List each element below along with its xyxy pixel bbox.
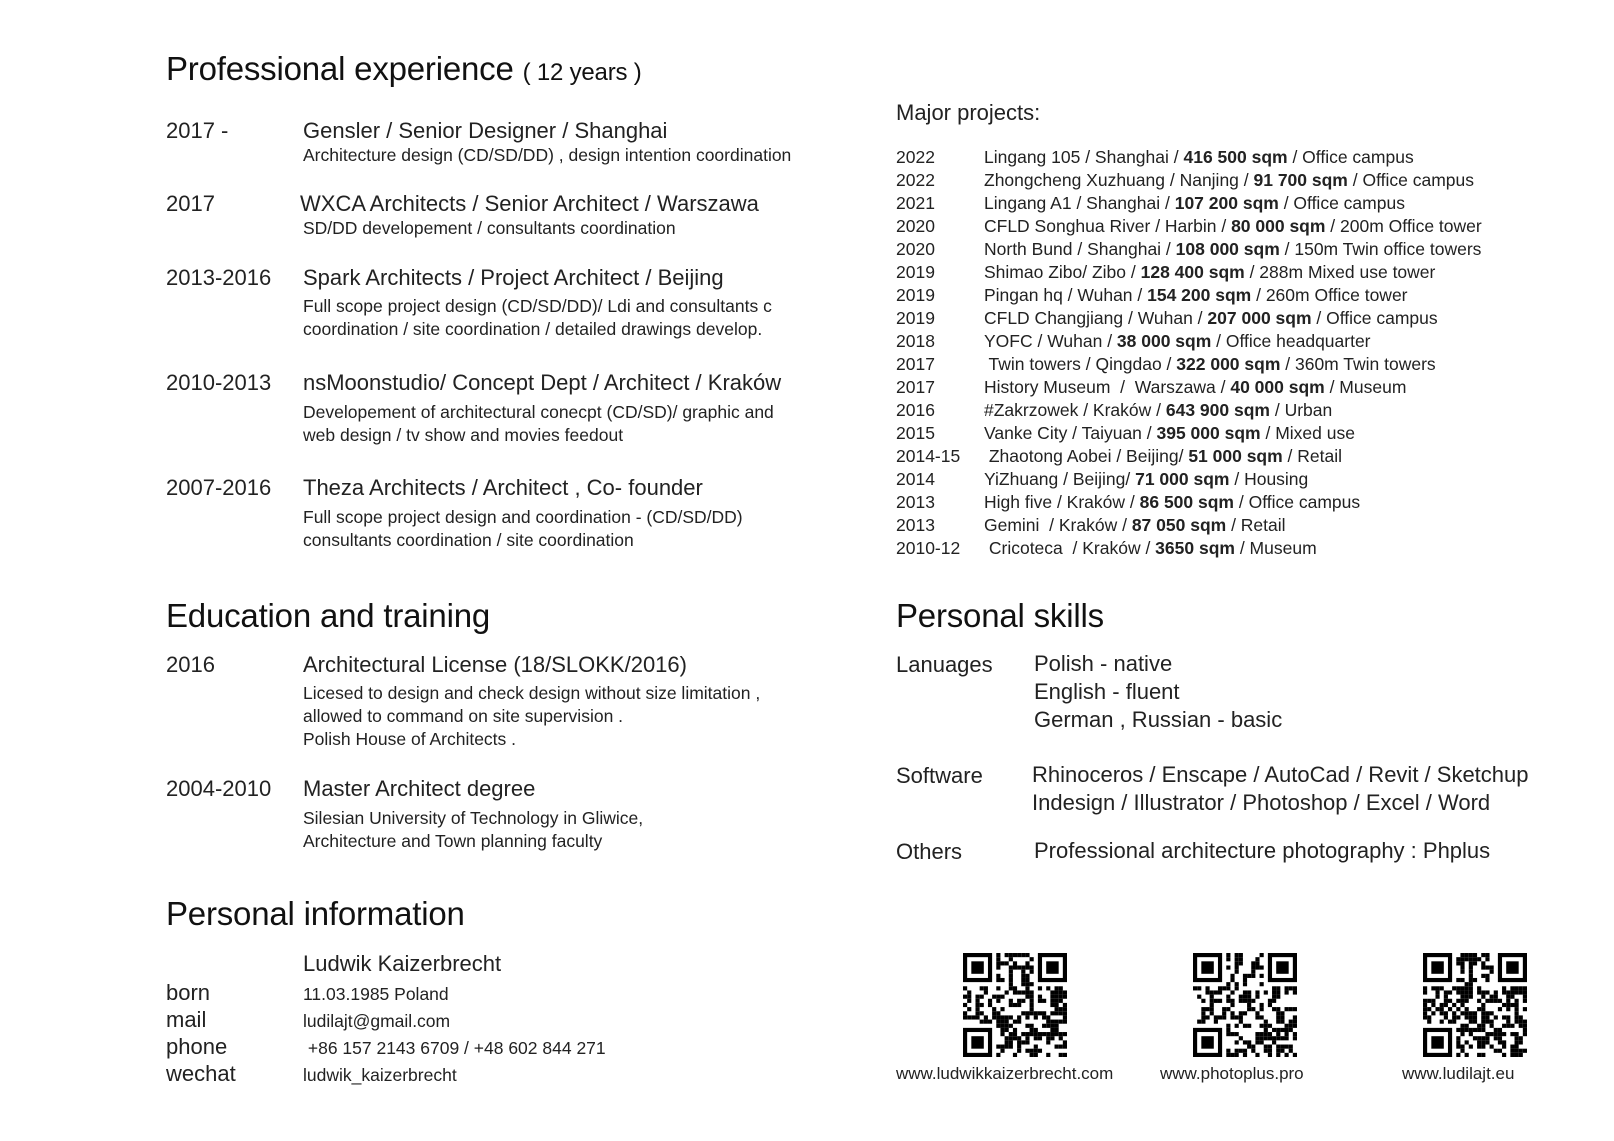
project-name: Lingang 105 / Shanghai / [984, 147, 1184, 167]
languages-label: Lanuages [896, 652, 993, 677]
project-type: / Office campus [1311, 308, 1438, 328]
entry-desc: web design / tv show and movies feedout [303, 425, 624, 445]
project-area: 38 000 sqm [1116, 331, 1212, 351]
project-row [896, 353, 1436, 376]
project-row [896, 284, 1408, 307]
qr-code-icon[interactable] [1193, 953, 1297, 1057]
project-row [896, 537, 1317, 560]
entry-desc: Silesian University of Technology in Gliwice, [303, 808, 644, 828]
project-year: 2018 [896, 331, 935, 351]
entry-desc: consultants coordination / site coordination [303, 530, 634, 550]
project-year: 2013 [896, 515, 935, 535]
project-row [896, 514, 1286, 537]
project-row [896, 422, 1355, 445]
project-name: Lingang A1 / Shanghai / [984, 193, 1175, 213]
software-label: Software [896, 763, 983, 788]
project-year: 2020 [896, 239, 935, 259]
entry-years: 2016 [166, 652, 215, 677]
project-area: 107 200 sqm [1174, 193, 1279, 213]
mail-label: mail [166, 1007, 207, 1032]
project-year: 2014-15 [896, 446, 961, 466]
entry-desc: Polish House of Architects . [303, 729, 517, 749]
project-area: 322 000 sqm [1176, 354, 1281, 374]
project-type: / Office campus [1287, 147, 1414, 167]
project-area: 154 200 sqm [1147, 285, 1252, 305]
project-row [896, 376, 1406, 399]
project-row [896, 146, 1414, 169]
language-item: German , Russian - basic [1034, 707, 1283, 732]
project-name: CFLD Changjiang / Wuhan / [984, 308, 1208, 328]
project-row [896, 491, 1360, 514]
project-type: / Mixed use [1260, 423, 1355, 443]
wechat-value: ludwik_kaizerbrecht [303, 1065, 457, 1085]
project-type: / Retail [1282, 446, 1343, 466]
project-row [896, 238, 1481, 261]
project-name: North Bund / Shanghai / [984, 239, 1176, 259]
project-name: Zhaotong Aobei / Beijing/ [984, 446, 1189, 466]
project-row [896, 307, 1438, 330]
project-area: 80 000 sqm [1231, 216, 1326, 236]
entry-years: 2013-2016 [166, 265, 272, 290]
person-name: Ludwik Kaizerbrecht [303, 951, 502, 976]
project-type: / Office campus [1234, 492, 1361, 512]
entry-years: 2004-2010 [166, 776, 272, 801]
project-year: 2019 [896, 285, 935, 305]
entry-desc: coordination / site coordination / detailed drawings develop. [303, 319, 763, 339]
entry-years: 2017 [166, 191, 215, 216]
website-link[interactable]: www.ludwikkaizerbrecht.com [896, 1064, 1114, 1083]
project-row [896, 192, 1405, 215]
project-type: / Housing [1229, 469, 1309, 489]
entry-desc: Licesed to design and check design without size limitation , [303, 683, 761, 703]
entry-desc: Full scope project design (CD/SD/DD)/ Ldi and consultants c [303, 296, 772, 316]
project-row [896, 330, 1371, 353]
project-type: / Office campus [1278, 193, 1405, 213]
skills-heading: Personal skills [896, 597, 1104, 634]
project-row [896, 215, 1482, 238]
project-area: 87 050 sqm [1131, 515, 1227, 535]
entry-desc: allowed to command on site supervision . [303, 706, 624, 726]
experience-years-note: ( 12 years ) [522, 59, 642, 86]
project-area: 91 700 sqm [1253, 170, 1348, 190]
website-link[interactable]: www.ludilajt.eu [1402, 1064, 1515, 1083]
project-name: Twin towers / Qingdao / [984, 354, 1177, 374]
born-label: born [166, 980, 211, 1005]
project-year: 2021 [896, 193, 935, 213]
project-area: 207 000 sqm [1207, 308, 1312, 328]
project-year: 2022 [896, 147, 935, 167]
project-year: 2022 [896, 170, 935, 190]
qr-code-icon[interactable] [963, 953, 1067, 1057]
project-type: / Office headquarter [1211, 331, 1371, 351]
project-row [896, 445, 1342, 468]
entry-title: nsMoonstudio/ Concept Dept / Architect / Kraków [303, 370, 782, 395]
entry-desc: Full scope project design and coordination - (CD/SD/DD) [303, 507, 743, 527]
project-type: / 260m Office tower [1251, 285, 1408, 305]
project-name: YiZhuang / Beijing/ [984, 469, 1136, 489]
project-type: / 360m Twin towers [1280, 354, 1436, 374]
phone-label: phone [166, 1034, 228, 1059]
project-area: 86 500 sqm [1139, 492, 1234, 512]
project-row [896, 169, 1474, 192]
qr-code-icon[interactable] [1423, 953, 1527, 1057]
project-year: 2014 [896, 469, 935, 489]
others-item: Professional architecture photography : Phplus [1034, 838, 1491, 863]
mail-value[interactable]: ludilajt@gmail.com [303, 1011, 451, 1031]
entry-desc: Developement of architectural conecpt (CD/SD)/ graphic and [303, 402, 774, 422]
language-item: English - fluent [1034, 679, 1180, 704]
entry-title: Spark Architects / Project Architect / Beijing [303, 265, 724, 290]
personal-heading: Personal information [166, 895, 465, 932]
project-year: 2015 [896, 423, 935, 443]
project-row [896, 261, 1435, 284]
phone-value: +86 157 2143 6709 / +48 602 844 271 [303, 1038, 606, 1058]
project-name: Gemini / Kraków / [984, 515, 1132, 535]
project-name: History Museum / Warszawa / [984, 377, 1231, 397]
project-name: Vanke City / Taiyuan / [984, 423, 1157, 443]
project-year: 2019 [896, 262, 935, 282]
projects-heading: Major projects: [896, 100, 1041, 125]
entry-title: Master Architect degree [303, 776, 536, 801]
wechat-label: wechat [166, 1061, 236, 1086]
project-year: 2016 [896, 400, 935, 420]
website-link[interactable]: www.photoplus.pro [1160, 1064, 1304, 1083]
entry-desc: SD/DD developement / consultants coordination [303, 218, 676, 238]
entry-years: 2010-2013 [166, 370, 272, 395]
project-row [896, 399, 1332, 422]
project-row [896, 468, 1308, 491]
language-item: Polish - native [1034, 651, 1173, 676]
project-area: 40 000 sqm [1230, 377, 1325, 397]
entry-title: WXCA Architects / Senior Architect / Warszawa [300, 191, 759, 216]
project-name: CFLD Songhua River / Harbin / [984, 216, 1232, 236]
project-type: / Office campus [1347, 170, 1474, 190]
entry-desc: Architecture and Town planning faculty [303, 831, 603, 851]
project-type: / 150m Twin office towers [1279, 239, 1482, 259]
project-area: 3650 sqm [1155, 538, 1235, 558]
project-year: 2017 [896, 354, 935, 374]
project-name: YOFC / Wuhan / [984, 331, 1117, 351]
others-label: Others [896, 839, 963, 864]
project-name: High five / Kraków / [984, 492, 1140, 512]
project-type: / Retail [1226, 515, 1286, 535]
software-item: Indesign / Illustrator / Photoshop / Excel / Word [1032, 790, 1491, 815]
project-year: 2019 [896, 308, 935, 328]
entry-years: 2017 - [166, 118, 229, 143]
project-area: 395 000 sqm [1156, 423, 1261, 443]
project-year: 2017 [896, 377, 935, 397]
project-name: #Zakrzowek / Kraków / [984, 400, 1166, 420]
project-name: Pingan hq / Wuhan / [984, 285, 1148, 305]
entry-desc: Architecture design (CD/SD/DD) , design intention coordination [303, 145, 792, 165]
project-area: 108 000 sqm [1175, 239, 1280, 259]
project-year: 2013 [896, 492, 935, 512]
entry-years: 2007-2016 [166, 475, 272, 500]
experience-heading: Professional experience ( 12 years ) [166, 50, 642, 87]
entry-title: Theza Architects / Architect , Co- founder [303, 475, 703, 500]
project-type: / 200m Office tower [1325, 216, 1482, 236]
project-year: 2010-12 [896, 538, 961, 558]
project-type: / 288m Mixed use tower [1244, 262, 1436, 282]
project-name: Shimao Zibo/ Zibo / [984, 262, 1141, 282]
project-type: / Museum [1324, 377, 1407, 397]
born-value: 11.03.1985 Poland [303, 984, 449, 1004]
project-area: 128 400 sqm [1140, 262, 1245, 282]
project-type: / Museum [1234, 538, 1317, 558]
project-name: Zhongcheng Xuzhuang / Nanjing / [984, 170, 1254, 190]
project-area: 416 500 sqm [1183, 147, 1288, 167]
project-name: Cricoteca / Kraków / [984, 538, 1156, 558]
project-area: 643 900 sqm [1165, 400, 1270, 420]
education-heading: Education and training [166, 597, 491, 634]
project-type: / Urban [1269, 400, 1333, 420]
entry-title: Gensler / Senior Designer / Shanghai [303, 118, 668, 143]
entry-title: Architectural License (18/SLOKK/2016) [303, 652, 687, 677]
project-year: 2020 [896, 216, 935, 236]
project-area: 51 000 sqm [1188, 446, 1283, 466]
software-item: Rhinoceros / Enscape / AutoCad / Revit / Sketchup [1032, 762, 1529, 787]
project-area: 71 000 sqm [1135, 469, 1230, 489]
